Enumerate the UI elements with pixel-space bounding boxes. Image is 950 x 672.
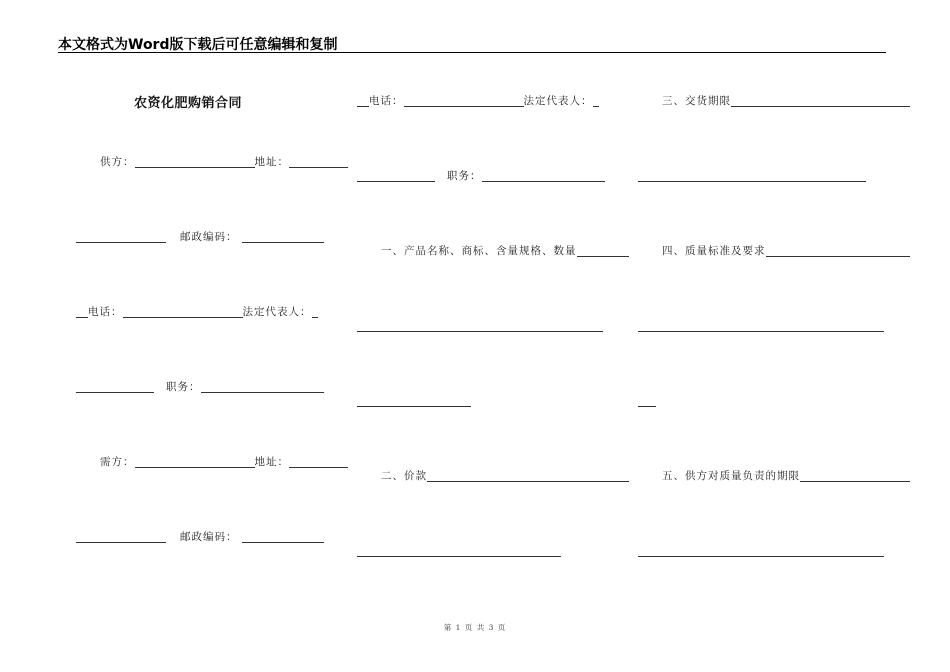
- supplier-phone-prefix: [76, 305, 88, 318]
- section-1-field[interactable]: [577, 244, 630, 257]
- buyer-label: 需方：: [100, 456, 135, 468]
- buyer-address-label: 地址：: [254, 456, 289, 468]
- supplier-postcode-label: 邮政编码：: [180, 231, 238, 243]
- buyer-postcode-label: 邮政编码：: [180, 531, 238, 543]
- section-3-field[interactable]: [731, 94, 910, 107]
- section-1-heading: 一、产品名称、商标、含量规格、数量: [381, 245, 577, 257]
- buyer-address-field[interactable]: [289, 455, 348, 468]
- supplier-position-row: [76, 377, 324, 393]
- page-number: 第 1 页 共 3 页: [443, 623, 507, 632]
- buyer-phone-label: 电话：: [369, 95, 404, 107]
- supplier-legal-rep-field[interactable]: [312, 305, 318, 318]
- supplier-address-field[interactable]: [289, 155, 348, 168]
- header-title: 本文格式为Word版下载后可任意编辑和复制: [58, 37, 338, 53]
- section-2-line-2: [357, 541, 605, 557]
- section-1-line-2: [357, 316, 605, 332]
- buyer-phone-row: [357, 91, 605, 107]
- buyer-postcode-row: [76, 527, 324, 543]
- supplier-postcode-row: [76, 227, 324, 243]
- buyer-name-field[interactable]: [135, 455, 255, 468]
- section-1-row: [357, 241, 629, 257]
- supplier-position-label: 职务：: [166, 381, 201, 393]
- document-title: 农资化肥购销合同: [134, 96, 243, 111]
- section-4-heading: 四、质量标准及要求: [662, 245, 766, 257]
- section-2-heading: 二、价款: [381, 470, 427, 482]
- buyer-position-label: 职务：: [447, 170, 482, 182]
- supplier-phone-row: [76, 302, 324, 318]
- buyer-position-field[interactable]: [482, 169, 606, 182]
- supplier-legal-rep-label: 法定代表人：: [242, 306, 312, 318]
- supplier-legal-rep-continuation[interactable]: [76, 380, 154, 393]
- section-5-heading: 五、供方对质量负责的期限: [662, 470, 800, 482]
- supplier-postcode-field[interactable]: [242, 230, 325, 243]
- supplier-address-label: 地址：: [254, 156, 289, 168]
- section-1-field-line-3[interactable]: [357, 394, 471, 407]
- column-3: [638, 0, 886, 672]
- section-3-line-2: [638, 166, 886, 182]
- supplier-name-field[interactable]: [135, 155, 255, 168]
- buyer-position-row: [357, 166, 605, 182]
- buyer-legal-rep-field[interactable]: [593, 94, 599, 107]
- supplier-position-field[interactable]: [201, 380, 325, 393]
- section-4-line-3: [638, 391, 886, 407]
- section-1-line-3: [357, 391, 605, 407]
- section-5-field[interactable]: [800, 469, 910, 482]
- section-3-heading: 三、交货期限: [662, 95, 731, 107]
- buyer-postcode-field[interactable]: [242, 530, 325, 543]
- supplier-phone-field[interactable]: [123, 305, 243, 318]
- section-2-field-line-2[interactable]: [357, 544, 561, 557]
- column-2: [357, 0, 605, 672]
- section-2-row: [357, 466, 629, 482]
- section-3-field-line-2[interactable]: [638, 169, 866, 182]
- supplier-line-continuation[interactable]: [76, 230, 166, 243]
- section-4-field-line-2[interactable]: [638, 319, 884, 332]
- supplier-phone-label: 电话：: [88, 306, 123, 318]
- section-4-field-line-3[interactable]: [638, 394, 656, 407]
- section-5-field-line-2[interactable]: [638, 544, 884, 557]
- buyer-row: [76, 452, 348, 468]
- section-2-field[interactable]: [427, 469, 629, 482]
- section-5-row: [638, 466, 910, 482]
- section-5-line-2: [638, 541, 886, 557]
- buyer-phone-field[interactable]: [404, 94, 524, 107]
- buyer-phone-prefix: [357, 94, 369, 107]
- section-4-field[interactable]: [766, 244, 911, 257]
- buyer-line-continuation[interactable]: [76, 530, 166, 543]
- supplier-row: [76, 152, 348, 168]
- buyer-legal-rep-label: 法定代表人：: [523, 95, 593, 107]
- buyer-legal-rep-continuation[interactable]: [357, 169, 435, 182]
- section-3-row: [638, 91, 910, 107]
- section-4-line-2: [638, 316, 886, 332]
- section-1-field-line-2[interactable]: [357, 319, 603, 332]
- column-1: [76, 0, 324, 672]
- section-4-row: [638, 241, 910, 257]
- supplier-label: 供方：: [100, 156, 135, 168]
